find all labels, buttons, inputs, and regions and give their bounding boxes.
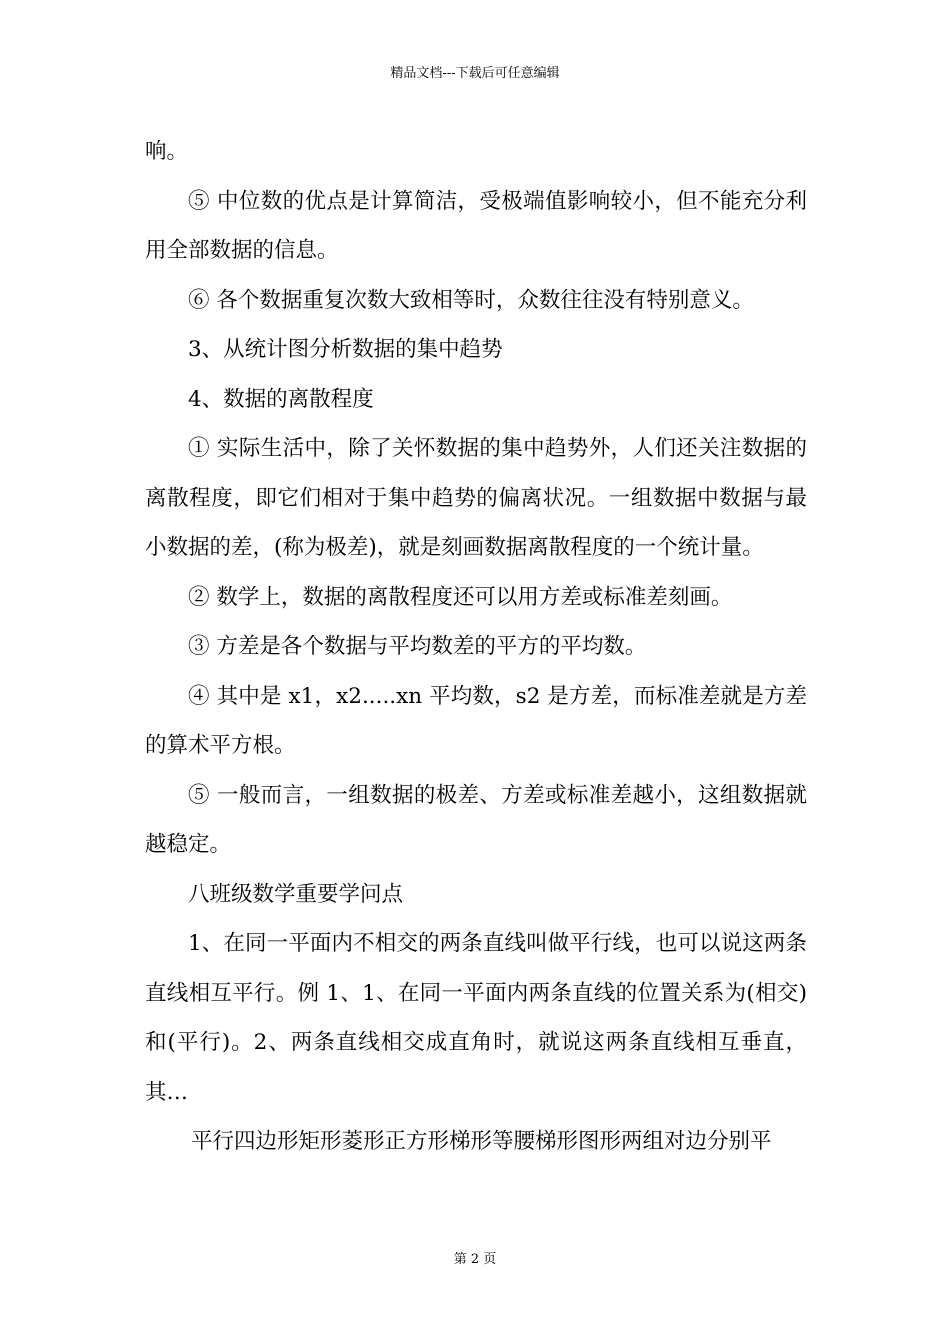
paragraph-7: ② 数学上，数据的离散程度还可以用方差或标准差刻画。 bbox=[188, 584, 733, 610]
page-number: 2 bbox=[470, 1252, 480, 1267]
footer-prefix: 第 bbox=[453, 1252, 467, 1267]
paragraph-10: ⑤ 一般而言，一组数据的极差、方差或标准差越小，这组数据就越稳定。 bbox=[145, 782, 807, 857]
footer-suffix: 页 bbox=[483, 1252, 497, 1267]
page-header bbox=[0, 66, 950, 82]
document-body bbox=[145, 127, 807, 1167]
header-text: 精品文档---下载后可任意编辑 bbox=[390, 66, 560, 81]
paragraph-5: 4、数据的离散程度 bbox=[188, 386, 374, 412]
paragraph-3: ⑥ 各个数据重复次数大致相等时，众数往往没有特别意义。 bbox=[188, 287, 754, 313]
paragraph-9: ④ 其中是 x1，x2.....xn 平均数，s2 是方差，而标准差就是方差的算术平方根。 bbox=[145, 683, 807, 758]
paragraph-4: 3、从统计图分析数据的集中趋势 bbox=[188, 337, 503, 362]
paragraph-1: 响。 bbox=[145, 139, 189, 164]
paragraph-12: 1、在同一平面内不相交的两条直线叫做平行线，也可以说这两条直线相互平行。例 1、1、在同一平面内两条直线的位置关系为(相交)和(平行)。2、两条直线相交成直角时，就说这两条直线相互垂直，其… bbox=[145, 931, 807, 1105]
page-footer bbox=[0, 1252, 950, 1268]
paragraph-6: ① 实际生活中，除了关怀数据的集中趋势外，人们还关注数据的离散程度，即它们相对于集中趋势的偏离状况。一组数据中数据与最小数据的差，(称为极差)，就是刻画数据离散程度的一个统计量。 bbox=[145, 436, 807, 560]
paragraph-11: 八班级数学重要学问点 bbox=[188, 881, 404, 907]
paragraph-8: ③ 方差是各个数据与平均数差的平方的平均数。 bbox=[188, 634, 647, 659]
paragraph-13: 平行四边形矩形菱形正方形梯形等腰梯形图形两组对边分别平 bbox=[191, 1129, 772, 1154]
paragraph-2: ⑤ 中位数的优点是计算简洁，受极端值影响较小，但不能充分利用全部数据的信息。 bbox=[145, 188, 807, 263]
